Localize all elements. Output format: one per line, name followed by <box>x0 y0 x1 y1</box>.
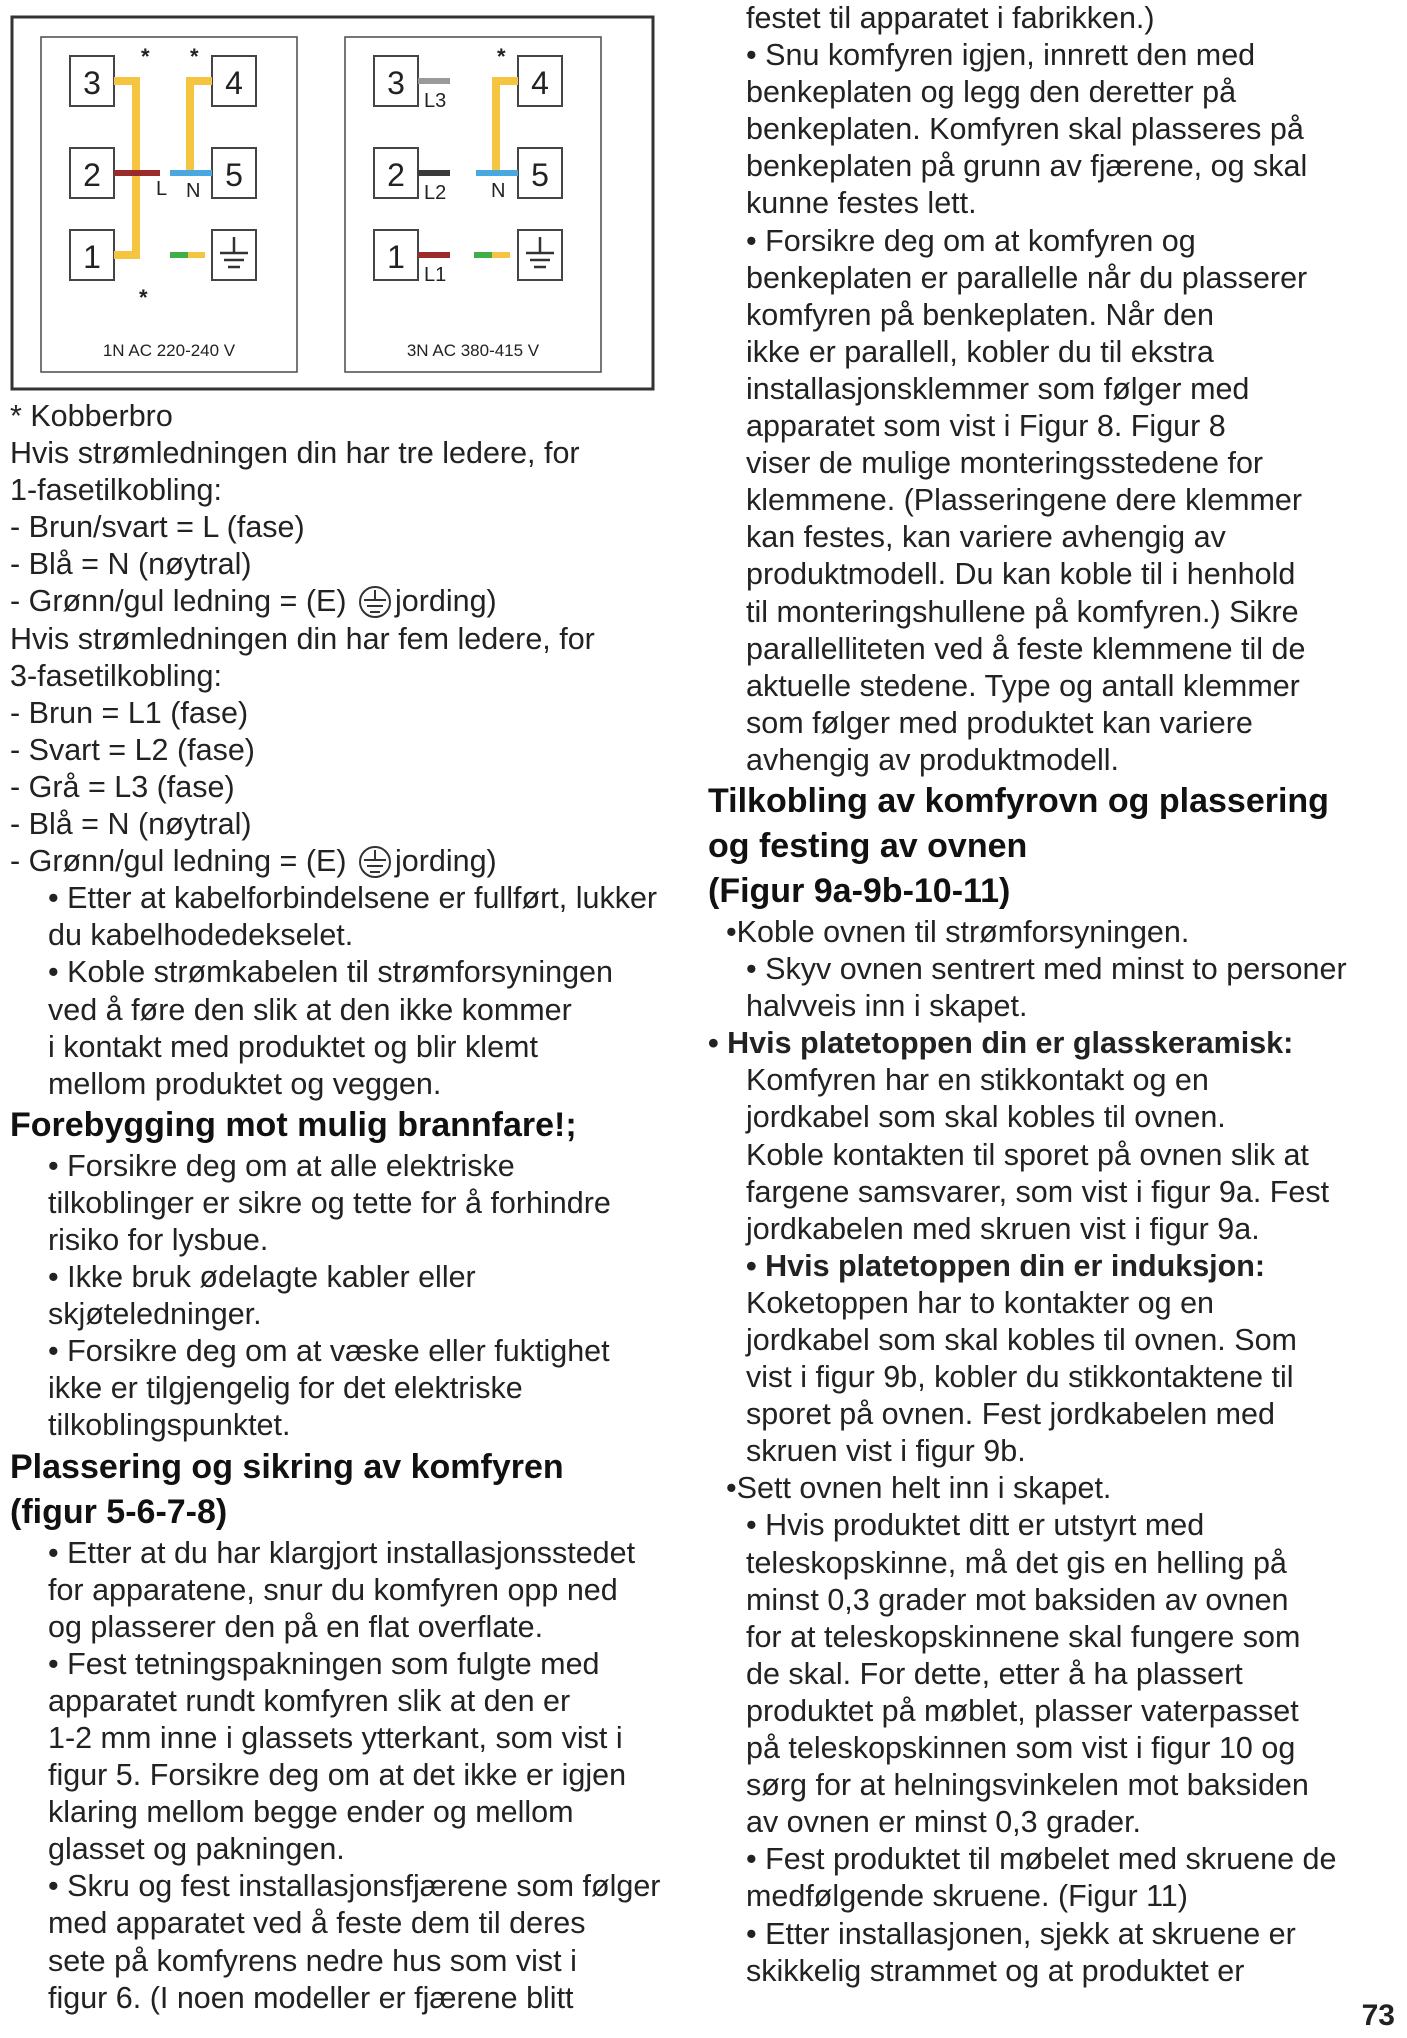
text-line: sørg for at helningsvinkelen mot baksiden <box>746 1768 1309 1803</box>
induction-heading: • Hvis platetoppen din er induksjon: <box>746 1248 1266 1283</box>
text-line: Koketoppen har to kontakter og en <box>746 1285 1214 1320</box>
bullet-line: klaring mellom begge ender og mellom <box>48 1795 574 1830</box>
text-line: parallelliteten ved å feste klemmene til de <box>746 631 1306 666</box>
bullet-line: glasset og pakningen. <box>48 1832 345 1867</box>
text-line: ikke er parallell, kobler du til ekstra <box>746 334 1214 369</box>
text-line: de skal. For dette, etter å ha plassert <box>746 1656 1243 1691</box>
text-line: •Koble ovnen til strømforsyningen. <box>726 914 1190 949</box>
text-line: til monteringshullene på komfyren.) Sikre <box>746 594 1299 629</box>
phase-label: L <box>156 178 168 200</box>
text-line: medfølgende skruene. (Figur 11) <box>746 1879 1188 1914</box>
star-label: * <box>139 285 148 310</box>
ground-prefix: - Grønn/gul ledning = (E) <box>10 584 355 619</box>
ground-prefix: - Grønn/gul ledning = (E) <box>10 844 355 879</box>
text-line: minst 0,3 grader mot baksiden av ovnen <box>746 1582 1289 1617</box>
text-line: jordkabel som skal kobles til ovnen. Som <box>746 1323 1297 1357</box>
bullet-line: sete på komfyrens nedre hus som vist i <box>48 1943 577 1978</box>
l3-label: L3 <box>424 90 447 112</box>
text-line: produktet på møblet, plasser vaterpasset <box>746 1693 1299 1728</box>
text-line: Komfyren har en stikkontakt og en <box>746 1063 1209 1098</box>
bullet-line: ved å føre den slik at den ikke kommer <box>48 992 572 1027</box>
ground-suffix: jording) <box>394 844 497 879</box>
bullet-line: ikke er tilgjengelig for det elektriske <box>48 1371 523 1406</box>
text-line: - Blå = N (nøytral) <box>10 807 252 842</box>
text-line: benkeplaten. Komfyren skal plasseres på <box>746 112 1304 147</box>
text-line: sporet på ovnen. Fest jordkabelen med <box>746 1397 1275 1432</box>
bullet-line: • Forsikre deg om at væske eller fuktighet <box>48 1334 610 1369</box>
section-heading-oven-figures: (Figur 9a-9b-10-11) <box>708 871 1011 910</box>
text-line: av ovnen er minst 0,3 grader. <box>746 1805 1142 1840</box>
bullet-line: risiko for lysbue. <box>48 1222 269 1257</box>
page-number: 73 <box>1361 1998 1395 2032</box>
bullet-line: • Etter at du har klargjort installasjonsstedet <box>48 1535 636 1570</box>
terminal-5: 5 <box>531 157 549 193</box>
terminal-5: 5 <box>225 157 243 193</box>
right-column <box>708 0 1398 1990</box>
text-line: installasjonsklemmer som følger med <box>746 371 1250 406</box>
text-line: Hvis strømledningen din har fem ledere, for <box>10 621 595 656</box>
terminal-2: 2 <box>387 157 405 193</box>
bullet-line: figur 5. Forsikre deg om at det ikke er igjen <box>48 1758 627 1793</box>
text-line: jordkabelen med skruen vist i figur 9a. <box>746 1211 1260 1246</box>
terminal-1: 1 <box>387 239 405 275</box>
text-line: - Brun/svart = L (fase) <box>10 510 305 545</box>
bullet-line: skjøteledninger. <box>48 1297 262 1332</box>
wiring-diagram-svg <box>10 15 655 391</box>
bullet-line: • Fest tetningspakningen som fulgte med <box>48 1646 600 1681</box>
star-label: * <box>497 44 506 69</box>
bullet-line: apparatet rundt komfyren slik at den er <box>48 1683 571 1718</box>
text-line: festet til apparatet i fabrikken.) <box>746 1 1155 35</box>
text-line: apparatet som vist i Figur 8. Figur 8 <box>746 409 1226 444</box>
three-phase-caption: 3N AC 380-415 V <box>406 341 540 360</box>
text-line: • Hvis produktet ditt er utstyrt med <box>746 1508 1205 1543</box>
star-label: * <box>190 44 199 69</box>
text-line: • Snu komfyren igjen, innrett den med <box>746 38 1256 73</box>
text-line: produktmodell. Du kan koble til i henhold <box>746 557 1296 592</box>
l1-label: L1 <box>424 264 447 286</box>
text-line: •Sett ovnen helt inn i skapet. <box>726 1471 1112 1506</box>
text-line: - Svart = L2 (fase) <box>10 732 255 767</box>
text-line: teleskopskinne, må det gis en helling på <box>746 1545 1287 1580</box>
bullet-line: med apparatet ved å feste dem til deres <box>48 1906 586 1941</box>
text-line: halvveis inn i skapet. <box>746 989 1028 1024</box>
bullet-line: • Koble strømkabelen til strømforsyningen <box>48 955 613 990</box>
terminal-2: 2 <box>83 157 101 193</box>
text-line: benkeplaten og legg den deretter på <box>746 75 1237 110</box>
terminal-3: 3 <box>83 65 101 101</box>
bullet-line: du kabelhodedekselet. <box>48 918 354 953</box>
bullet-line: og plasserer den på en flat overflate. <box>48 1609 544 1644</box>
bullet-line: tilkoblinger er sikre og tette for å forhindre <box>48 1185 611 1220</box>
section-heading-placement: Plassering og sikring av komfyren <box>10 1447 564 1486</box>
text-line: - Grå = L3 (fase) <box>10 769 235 804</box>
l2-label: L2 <box>424 182 447 204</box>
terminal-3: 3 <box>387 65 405 101</box>
terminal-4: 4 <box>531 65 549 101</box>
glass-ceramic-heading: • Hvis platetoppen din er glasskeramisk: <box>708 1026 1294 1061</box>
left-column <box>10 0 700 2017</box>
text-line: kan festes, kan variere avhengig av <box>746 520 1226 555</box>
text-line: aktuelle stedene. Type og antall klemmer <box>746 668 1300 703</box>
text-line: Hvis strømledningen din har tre ledere, for <box>10 436 580 471</box>
protective-earth-icon <box>355 845 395 879</box>
bullet-line: • Ikke bruk ødelagte kabler eller <box>48 1260 476 1295</box>
section-heading-oven-line2: og festing av ovnen <box>708 826 1028 865</box>
text-line: benkeplaten på grunn av fjærene, og skal <box>746 149 1308 184</box>
bullet-line: • Forsikre deg om at alle elektriske <box>48 1148 515 1183</box>
text-line: viser de mulige monteringsstedene for <box>746 446 1264 481</box>
bullet-line: • Etter at kabelforbindelsene er fullført, lukker <box>48 881 658 916</box>
text-line: for at teleskopskinnene skal fungere som <box>746 1619 1301 1654</box>
text-line: på teleskopskinnen som vist i figur 10 og <box>746 1731 1296 1766</box>
bullet-line: mellom produktet og veggen. <box>48 1066 442 1101</box>
protective-earth-icon <box>355 585 395 619</box>
ground-suffix: jording) <box>394 584 497 619</box>
text-line: skikkelig strammet og at produktet er <box>746 1953 1245 1988</box>
text-line: • Etter installasjonen, sjekk at skruene er <box>746 1916 1296 1951</box>
text-line: * Kobberbro <box>10 399 173 433</box>
text-line: skruen vist i figur 9b. <box>746 1434 1026 1469</box>
text-line: som følger med produktet kan variere <box>746 705 1253 740</box>
bullet-line: figur 6. (I noen modeller er fjærene blitt <box>48 1980 574 2015</box>
neutral-label: N <box>186 180 201 202</box>
text-line: • Skyv ovnen sentrert med minst to personer <box>746 952 1347 987</box>
text-line: Koble kontakten til sporet på ovnen slik at <box>746 1137 1309 1172</box>
text-line: fargene samsvarer, som vist i figur 9a. Fest <box>746 1174 1330 1209</box>
terminal-1: 1 <box>83 239 101 275</box>
text-line: benkeplaten er parallelle når du plasserer <box>746 260 1308 295</box>
bullet-line: for apparatene, snur du komfyren opp ned <box>48 1572 618 1607</box>
neutral-label: N <box>491 180 506 202</box>
section-heading-oven: Tilkobling av komfyrovn og plassering <box>708 781 1329 820</box>
star-label: * <box>141 44 150 69</box>
text-line: avhengig av produktmodell. <box>746 742 1120 777</box>
ground-line <box>10 583 700 620</box>
text-line: klemmene. (Plasseringene dere klemmer <box>746 483 1302 518</box>
single-phase-caption: 1N AC 220-240 V <box>102 341 236 360</box>
text-line: • Forsikre deg om at komfyren og <box>746 223 1196 258</box>
text-line: jordkabel som skal kobles til ovnen. <box>746 1100 1226 1135</box>
text-line: vist i figur 9b, kobler du stikkontaktene til <box>746 1360 1294 1395</box>
bullet-line: tilkoblingspunktet. <box>48 1408 291 1443</box>
wiring-diagram <box>10 15 655 391</box>
text-line: 1-fasetilkobling: <box>10 473 222 508</box>
text-line: - Brun = L1 (fase) <box>10 695 249 730</box>
text-line: • Fest produktet til møbelet med skruene de <box>746 1842 1337 1877</box>
section-heading-fire: Forebygging mot mulig brannfare!; <box>10 1105 577 1144</box>
ground-line <box>10 843 700 880</box>
text-line: - Blå = N (nøytral) <box>10 547 252 582</box>
bullet-line: 1-2 mm inne i glassets ytterkant, som vist i <box>48 1721 623 1755</box>
text-line: kunne festes lett. <box>746 186 977 221</box>
terminal-4: 4 <box>225 65 243 101</box>
text-line: 3-fasetilkobling: <box>10 658 222 693</box>
section-heading-placement-figures: (figur 5-6-7-8) <box>10 1492 228 1531</box>
bullet-line: i kontakt med produktet og blir klemt <box>48 1029 538 1064</box>
text-line: komfyren på benkeplaten. Når den <box>746 297 1214 332</box>
bullet-line: • Skru og fest installasjonsfjærene som følger <box>48 1869 661 1904</box>
